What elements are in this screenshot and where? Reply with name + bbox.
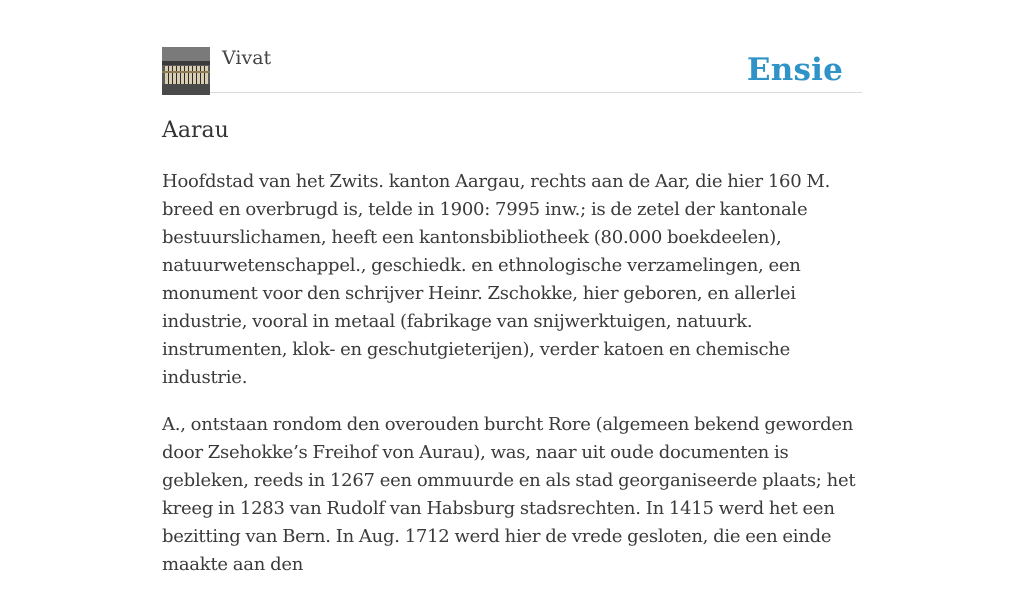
page-header [162, 0, 862, 93]
article-paragraph: Hoofdstad van het Zwits. kanton Aargau, rechts aan de Aar, die hier 160 M. breed en overbrugd is, telde in 1900: 7995 inw.; is de zetel der kantonale bestuurslichamen, heeft een kantonsbibliotheek (80.000 boekdeelen), natuurwetenschappel., geschiedk. en ethnologische verzamelingen, een monument voor den schrijver Heinr. Zschokke, hier geboren, en allerlei industrie, vooral in metaal (fabrikage van snijwerktuigen, natuurk. instrumenten, klok- en geschutgieterijen), verder katoen en chemische industrie. [162, 171, 831, 388]
bookshelf-avatar-icon[interactable] [162, 47, 210, 95]
source-name[interactable]: Vivat [222, 47, 272, 69]
brand-logo[interactable]: Ensie [746, 52, 843, 88]
article-paragraph: A., ontstaan rondom den overouden burcht Rore (algemeen bekend geworden door Zsehokke’s Freihof von Aurau), was, naar uit oude documenten is gebleken, reeds in 1267 een ommuurde en als stad georganiseerde plaats; het kreeg in 1283 van Rudolf van Habsburg stadsrechten. In 1415 werd het een bezitting van Bern. In Aug. 1712 werd hier de vrede gesloten, die een einde maakte aan den [162, 414, 856, 575]
article-body [162, 168, 862, 598]
avatar-image [162, 47, 210, 95]
page-title: Aarau [162, 118, 229, 143]
article-container [162, 0, 862, 575]
